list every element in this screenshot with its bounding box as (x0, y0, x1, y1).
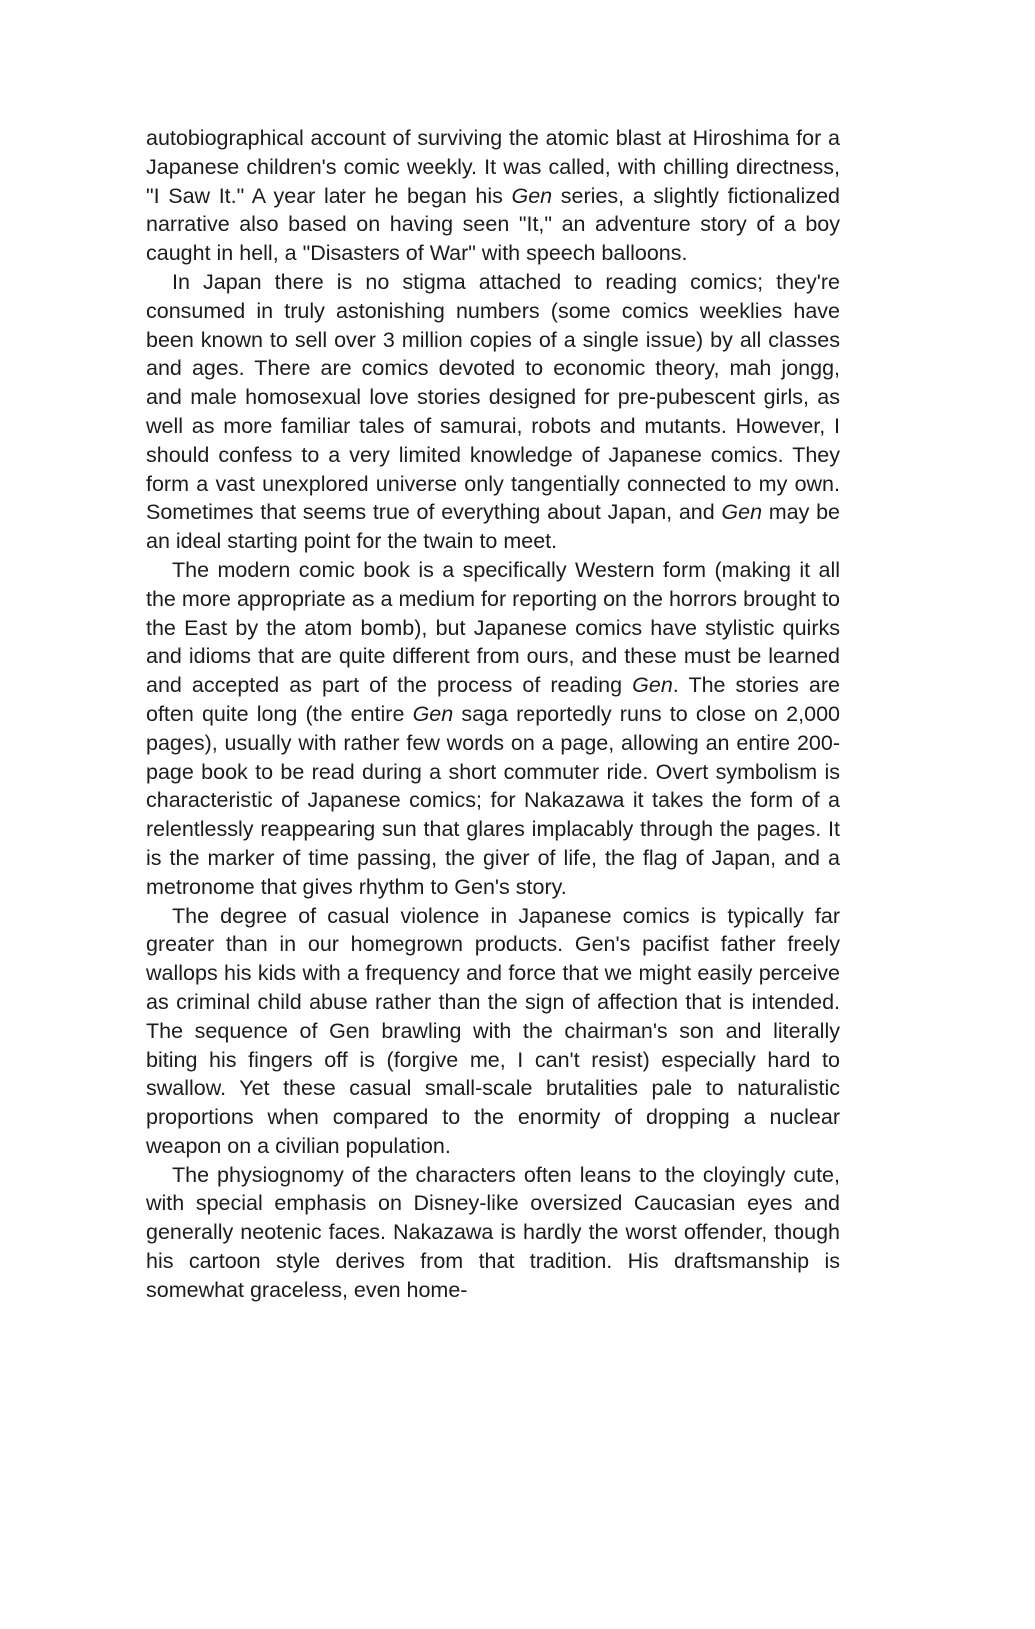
body-text: The physiognomy of the characters often leans to the cloyingly cute, with special emphasis on Disney-like oversized Caucasian eyes and generally neotenic faces. Nakazawa is hardly the worst offender, though his cartoon style derives from that tradition. His draftsmanship is somewhat graceless, even home- (146, 1162, 840, 1302)
document-page (146, 124, 840, 1305)
italic-title-text: Gen (721, 500, 763, 525)
body-text: may be an ideal starting point for the twain to meet. (146, 500, 840, 554)
body-text: autobiographical account of surviving the atomic blast at Hiroshima for a Japanese children's comic weekly. It was called, with chilling directness, "I Saw It." A year later he began his (146, 126, 840, 208)
body-text: The modern comic book is a specifically Western form (making it all the more appropriate as a medium for reporting on the horrors brought to the East by the atom bomb), but Japanese comics have stylistic quirks and idioms that are quite different from ours, and these must be learned and accepted as part of the process of reading (146, 557, 840, 698)
italic-title-text: Gen (632, 673, 673, 698)
paragraph-5 (146, 1161, 840, 1305)
body-text: In Japan there is no stigma attached to reading comics; they're consumed in truly astonishing numbers (some comics weeklies have been known to sell over 3 million copies of a single issue) by all classes and ages. There are comics devoted to economic theory, mah jongg, and male homosexual love stories designed for pre-pubescent girls, as well as more familiar tales of samurai, robots and mutants. However, I should confess to a very limited knowledge of Japanese comics. They form a vast unexplored universe only tangentially connected to my own. Sometimes that seems true of everything about Japan, and (146, 269, 840, 525)
italic-title-text: Gen (511, 183, 553, 208)
paragraph-3 (146, 556, 840, 902)
paragraph-4 (146, 902, 840, 1161)
body-text: . The stories are often quite long (the entire (146, 673, 840, 726)
body-text: The degree of casual violence in Japanese comics is typically far greater than in our homegrown products. Gen's pacifist father freely wallops his kids with a frequency and force that we might easily perceive as criminal child abuse rather than the sign of affection that is intended. The sequence of Gen brawling with the chairman's son and literally biting his fingers off is (forgive me, I can't resist) especially hard to swallow. Yet these casual small-scale brutalities pale to naturalistic proportions when compared to the enormity of dropping a nuclear weapon on a civilian population. (146, 903, 840, 1158)
paragraph-1 (146, 124, 840, 268)
italic-title-text: Gen (412, 701, 454, 726)
paragraph-2 (146, 268, 840, 556)
body-text: saga reportedly runs to close on 2,000 pages), usually with rather few words on a page, allowing an entire 200-page book to be read during a short commuter ride. Overt symbolism is characteristic of Japanese comics; for Nakazawa it takes the form of a relentlessly reappearing sun that glares implacably through the pages. It is the marker of time passing, the giver of life, the flag of Japan, and a metronome that gives rhythm to Gen's story. (146, 701, 840, 899)
body-text: series, a slightly fictionalized narrative also based on having seen "It," an adventure story of a boy caught in hell, a "Disasters of War" with speech balloons. (146, 183, 840, 266)
